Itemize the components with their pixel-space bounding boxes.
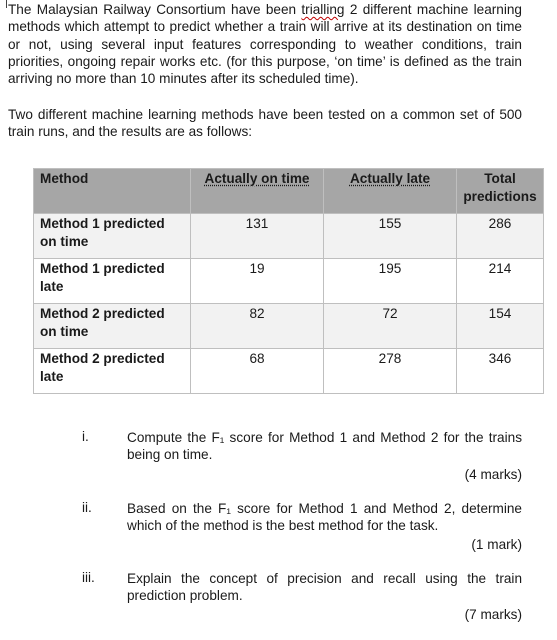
spellcheck-word[interactable]: trialling [301,2,345,17]
intro-text-start: The Malaysian Railway Consortium have been [8,2,302,17]
intro-paragraph [8,1,522,87]
cell-total: 214 [457,259,544,304]
table-row [34,349,544,394]
question-marks: (4 marks) [464,467,522,482]
intro-text-end: 2 different machine learning methods which attempt to predict whether a train will arrive at its destination on time or not, using several input features corresponding to weather conditions, train priorities, ongoing repair works etc. (for this purpose, ‘on time’ is defined as the train arriving no more than 10 minutes after its scheduled time). [8,2,522,87]
results-table [33,168,544,394]
question-number: iii. [82,570,95,585]
cell-on-time: 82 [191,304,324,349]
question-number: i. [82,429,89,444]
header-method: Method [34,169,191,214]
question-number: ii. [82,500,92,515]
row-label: Method 1 predicted late [34,259,191,304]
question-text: Explain the concept of precision and recall using the train prediction problem. [127,571,522,604]
question-marks: (7 marks) [464,607,522,622]
table-row [34,304,544,349]
text-cursor-line [6,0,7,8]
cell-on-time: 19 [191,259,324,304]
table-header-row [34,169,544,214]
cell-on-time: 131 [191,214,324,259]
header-total-predictions: Total predictions [457,169,544,214]
header-actually-on-time: Actually on time [191,169,324,214]
cell-total: 346 [457,349,544,394]
row-label: Method 2 predicted late [34,349,191,394]
table-row [34,259,544,304]
cell-late: 155 [324,214,457,259]
row-label: Method 1 predicted on time [34,214,191,259]
cell-total: 154 [457,304,544,349]
cell-late: 195 [324,259,457,304]
cell-late: 278 [324,349,457,394]
row-label: Method 2 predicted on time [34,304,191,349]
header-actually-late: Actually late [324,169,457,214]
question-marks: (1 mark) [471,537,522,552]
question-text: Compute the F₁ score for Method 1 and Method 2 for the trains being on time. [127,430,522,463]
table-row [34,214,544,259]
cell-on-time: 68 [191,349,324,394]
cell-total: 286 [457,214,544,259]
results-intro-paragraph: Two different machine learning methods have been tested on a common set of 500 train runs, and the results are as follows: [8,107,522,140]
cell-late: 72 [324,304,457,349]
question-text: Based on the F₁ score for Method 1 and Method 2, determine which of the method is the best method for the task. [127,501,522,534]
